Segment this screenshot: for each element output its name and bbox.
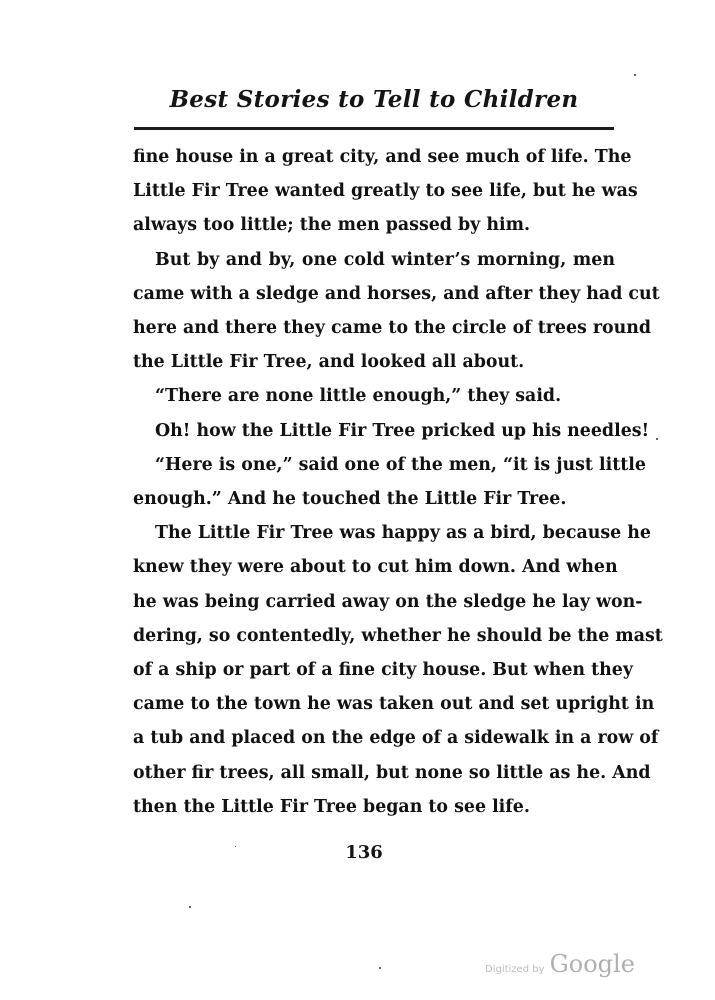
text-line: dering, so contentedly, whether he should be the mast	[133, 625, 663, 646]
text-line: a tub and placed on the edge of a sidewalk in a row of	[133, 728, 659, 749]
digitized-watermark	[485, 950, 645, 986]
text-line: other fir trees, all small, but none so little as he. And	[133, 762, 651, 783]
text-line: he was being carried away on the sledge he lay won-	[133, 591, 643, 612]
page-number: 136	[345, 842, 383, 863]
scan-speck	[189, 906, 191, 908]
watermark-prefix: Digitized by	[485, 964, 545, 975]
text-line: came to the town he was taken out and set upright in	[133, 694, 655, 715]
text-line: of a ship or part of a fine city house. But when they	[133, 660, 633, 681]
scan-speck	[235, 846, 236, 847]
text-line: always too little; the men passed by him.	[133, 215, 531, 236]
text-line: But by and by, one cold winter’s morning, men	[155, 249, 615, 270]
text-line: here and there they came to the circle of trees round	[133, 318, 652, 339]
body-text	[133, 140, 663, 824]
scan-speck	[634, 74, 636, 76]
text-line: fine house in a great city, and see much of life. The	[133, 147, 632, 167]
text-line: The Little Fir Tree was happy as a bird, because he	[155, 523, 651, 544]
scan-speck	[656, 438, 658, 440]
running-title: Best Stories to Tell to Children	[169, 86, 579, 113]
text-line: then the Little Fir Tree began to see life.	[133, 796, 530, 817]
watermark-brand: Google	[549, 950, 635, 978]
scan-speck	[379, 967, 381, 969]
text-line: Oh! how the Little Fir Tree pricked up his needles!	[155, 420, 650, 441]
header-rule	[134, 127, 614, 130]
text-line: “Here is one,” said one of the men, “it is just little	[155, 454, 646, 475]
text-line: came with a sledge and horses, and after they had cut	[133, 283, 660, 304]
text-line: Little Fir Tree wanted greatly to see life, but he was	[133, 181, 638, 202]
text-line: knew they were about to cut him down. And when	[133, 557, 618, 578]
text-line: “There are none little enough,” they said.	[155, 386, 562, 407]
text-line: the Little Fir Tree, and looked all about.	[133, 352, 525, 373]
text-line: enough.” And he touched the Little Fir Tree.	[133, 489, 567, 510]
